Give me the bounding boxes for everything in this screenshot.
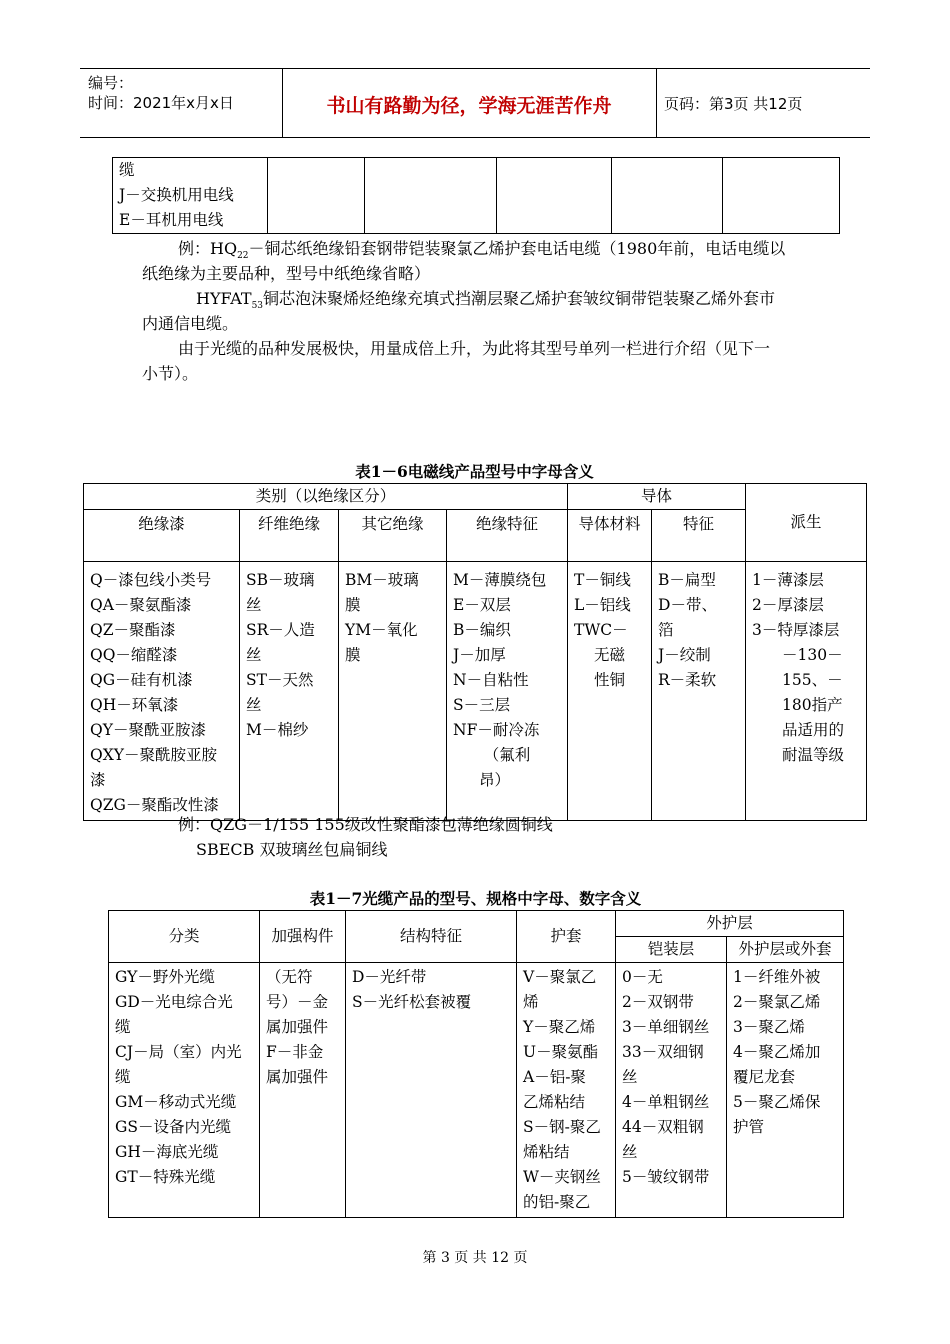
- cell-line: 缆: [115, 1068, 131, 1086]
- cell-line: QA－聚氨酯漆: [90, 596, 192, 614]
- cell-line: L－铝线: [574, 596, 631, 614]
- cell-line: 3－特厚漆层: [752, 621, 840, 639]
- column-header: 铠装层: [616, 937, 727, 963]
- paragraph-text: 铜芯泡沫聚烯烃绝缘充填式挡潮层聚乙烯护套皱纹铜带铠装聚乙烯外套市: [263, 289, 776, 308]
- cell-line: 号）－金: [266, 993, 329, 1011]
- optic-paragraph-cont: 小节）。: [142, 364, 199, 383]
- cell-line: 155、－: [782, 671, 843, 689]
- conductor-group-header: 导体: [568, 484, 746, 510]
- column-header: 外护层或外套: [727, 937, 844, 963]
- table-cell: [723, 158, 840, 234]
- table7-caption: 表1－7光缆产品的型号、规格中字母、数字含义: [309, 889, 642, 908]
- cell-line: QH－环氧漆: [90, 696, 179, 714]
- cell-line: GH－海底光缆: [115, 1143, 219, 1161]
- fiber-cell: [240, 562, 339, 821]
- column-header: 导体材料: [568, 510, 652, 562]
- cell-line: Y－聚乙烯: [523, 1018, 596, 1036]
- table6-example-1: 例：QZG－1/155 155级改性聚酯漆包薄绝缘圆铜线: [178, 815, 553, 834]
- header-meta: [88, 73, 234, 113]
- cell-line: E－耳机用电线: [119, 211, 224, 229]
- page-footer: 第 3 页 共 12 页: [422, 1250, 528, 1266]
- cell-line: 4－单粗钢丝: [622, 1093, 710, 1111]
- cell-line: 5－聚乙烯保: [733, 1093, 821, 1111]
- cell-line: V－聚氯乙: [523, 968, 597, 986]
- outer-layer-group-header: 外护层: [616, 911, 844, 937]
- page-info: 页码：第3页 共12页: [664, 95, 803, 113]
- cell-line: 2－双钢带: [622, 993, 694, 1011]
- cell-line: 覆尼龙套: [733, 1068, 796, 1086]
- classification-cell: [109, 963, 260, 1218]
- cell-line: D－带、: [658, 596, 717, 614]
- table6-example-2: SBECB 双玻璃丝包扁铜线: [196, 840, 388, 859]
- cell-line: B－编织: [453, 621, 511, 639]
- column-header: 绝缘特征: [447, 510, 568, 562]
- cell-line: 4－聚乙烯加: [733, 1043, 821, 1061]
- cell-line: BM－玻璃: [345, 571, 419, 589]
- table6: [83, 483, 867, 821]
- cell-line: 护管: [733, 1118, 765, 1136]
- enamel-cell: [84, 562, 240, 821]
- header-divider: [656, 69, 657, 137]
- cell-line: GD－光电综合光: [115, 993, 233, 1011]
- header-motto: 书山有路勤为径，学海无涯苦作舟: [326, 95, 612, 117]
- cell-line: （氟利: [483, 746, 531, 764]
- cell-line: Q－漆包线小类号: [90, 571, 212, 589]
- cell-line: QZ－聚酯漆: [90, 621, 176, 639]
- column-header: 护套: [517, 911, 616, 963]
- cell-line: 2－厚漆层: [752, 596, 824, 614]
- column-header: 纤维绝缘: [240, 510, 339, 562]
- derived-cell: [746, 562, 867, 821]
- cell-line: 1－纤维外被: [733, 968, 821, 986]
- cell-line: 丝: [622, 1068, 638, 1086]
- paragraph-text: －铜芯纸绝缘铅套钢带铠装聚氯乙烯护套电话电缆（1980年前，电话电缆以: [248, 239, 786, 258]
- column-header: 分类: [109, 911, 260, 963]
- cell-line: S－三层: [453, 696, 511, 714]
- cell-line: TWC－: [574, 621, 628, 639]
- cell-line: ST－天然: [246, 671, 314, 689]
- cell-line: 膜: [345, 596, 361, 614]
- cell-line: F－非金: [266, 1043, 324, 1061]
- cell-line: 44－双粗钢: [622, 1118, 704, 1136]
- cell-line: 丝: [246, 646, 262, 664]
- cell-line: N－自粘性: [453, 671, 529, 689]
- outer-layer-cell: [727, 963, 844, 1218]
- strength-member-cell: [260, 963, 346, 1218]
- model-code: HYFAT: [196, 289, 252, 308]
- model-code: 例：HQ: [178, 239, 238, 258]
- cell-line: GY－野外光缆: [115, 968, 215, 986]
- cell-line: U－聚氨酯: [523, 1043, 599, 1061]
- structure-cell: [346, 963, 517, 1218]
- cell-line: J－交换机用电线: [119, 186, 234, 204]
- cell-line: QZG－聚酯改性漆: [90, 796, 219, 814]
- table-cell: [268, 158, 365, 234]
- cell-line: D－光纤带: [352, 968, 427, 986]
- cell-line: W－夹钢丝: [523, 1168, 601, 1186]
- cell-line: 昂）: [479, 771, 511, 789]
- cell-line: J－加厚: [453, 646, 506, 664]
- table-cell: [365, 158, 497, 234]
- cell-line: J－绞制: [658, 646, 711, 664]
- cell-line: QQ－缩醛漆: [90, 646, 178, 664]
- cell-line: 无磁: [594, 646, 626, 664]
- cell-line: 烯: [523, 993, 539, 1011]
- document-number-label: 编号：: [88, 74, 134, 92]
- cell-line: 耐温等级: [782, 746, 845, 764]
- model-subscript: 53: [251, 301, 264, 312]
- cell-line: B－扁型: [658, 571, 716, 589]
- cell-line: NF－耐冷冻: [453, 721, 540, 739]
- table7: [108, 910, 844, 1218]
- cell-line: 漆: [90, 771, 106, 789]
- cell-line: 性铜: [594, 671, 626, 689]
- cell-line: YM－氧化: [345, 621, 418, 639]
- cell-line: 烯粘结: [523, 1143, 570, 1161]
- example-paragraph-1-cont: 纸绝缘为主要品种，型号中纸绝缘省略）: [142, 264, 431, 283]
- cell-line: CJ－局（室）内光: [115, 1043, 242, 1061]
- optic-paragraph: 由于光缆的品种发展极快，用量成倍上升，为此将其型号单列一栏进行介绍（见下一: [178, 339, 771, 358]
- table6-caption: 表1－6电磁线产品型号中字母含义: [355, 462, 594, 481]
- other-insulation-cell: [339, 562, 447, 821]
- cell-line: SB－玻璃: [246, 571, 315, 589]
- armor-cell: [616, 963, 727, 1218]
- cell-line: 0－无: [622, 968, 663, 986]
- cell-line: S－钢-聚乙: [523, 1118, 601, 1136]
- example-paragraph-2-cont: 内通信电缆。: [142, 314, 239, 333]
- cell-line: 缆: [115, 1018, 131, 1036]
- continued-table: [112, 157, 840, 234]
- cell-line: QXY－聚酰胺亚胺: [90, 746, 217, 764]
- model-subscript: 22: [237, 251, 249, 262]
- cell-line: 丝: [246, 696, 262, 714]
- cell-line: E－双层: [453, 596, 511, 614]
- column-header: 加强构件: [260, 911, 346, 963]
- conductor-material-cell: [568, 562, 652, 821]
- cell-line: 丝: [622, 1143, 638, 1161]
- sheath-cell: [517, 963, 616, 1218]
- cell-line: SR－人造: [246, 621, 315, 639]
- cell-line: 属加强件: [266, 1018, 329, 1036]
- cell-line: 的铝-聚乙: [523, 1193, 591, 1211]
- column-header: 结构特征: [346, 911, 517, 963]
- table-cell: [497, 158, 612, 234]
- derived-header: 派生: [746, 484, 867, 562]
- document-date: 时间：2021年x月x日: [88, 94, 234, 112]
- cell-line: M－棉纱: [246, 721, 309, 739]
- cell-line: T－铜线: [574, 571, 631, 589]
- cell-line: 2－聚氯乙烯: [733, 993, 821, 1011]
- cell-line: 33－双细钢: [622, 1043, 704, 1061]
- cell-line: 品适用的: [782, 721, 845, 739]
- cell-line: GT－特殊光缆: [115, 1168, 216, 1186]
- cell-line: QY－聚酰亚胺漆: [90, 721, 206, 739]
- cell-line: 5－皱纹钢带: [622, 1168, 710, 1186]
- page-header: [80, 68, 870, 138]
- cell-line: GM－移动式光缆: [115, 1093, 237, 1111]
- insulation-feature-cell: [447, 562, 568, 821]
- cell-line: 属加强件: [266, 1068, 329, 1086]
- cell-line: QG－硅有机漆: [90, 671, 193, 689]
- cell-line: 1－薄漆层: [752, 571, 824, 589]
- example-paragraph-2: [196, 286, 836, 319]
- cell-line: 乙烯粘结: [523, 1093, 586, 1111]
- table-cell: [612, 158, 723, 234]
- cell-line: 180指产: [782, 696, 843, 714]
- cell-line: 丝: [246, 596, 262, 614]
- table-cell: [113, 158, 268, 234]
- insulation-group-header: 类别（以绝缘区分）: [84, 484, 568, 510]
- cell-line: 膜: [345, 646, 361, 664]
- cell-line: 箔: [658, 621, 674, 639]
- column-header: 绝缘漆: [84, 510, 240, 562]
- cell-line: R－柔软: [658, 671, 717, 689]
- cell-line: A－铝-聚: [523, 1068, 586, 1086]
- column-header: 特征: [652, 510, 746, 562]
- conductor-feature-cell: [652, 562, 746, 821]
- cell-line: M－薄膜绕包: [453, 571, 547, 589]
- cell-line: GS－设备内光缆: [115, 1118, 232, 1136]
- cell-line: （无符: [266, 968, 313, 986]
- cell-line: 缆: [119, 161, 135, 179]
- cell-line: －130－: [782, 646, 843, 664]
- cell-line: 3－聚乙烯: [733, 1018, 805, 1036]
- column-header: 其它绝缘: [339, 510, 447, 562]
- cell-line: 3－单细钢丝: [622, 1018, 710, 1036]
- cell-line: S－光纤松套被覆: [352, 993, 472, 1011]
